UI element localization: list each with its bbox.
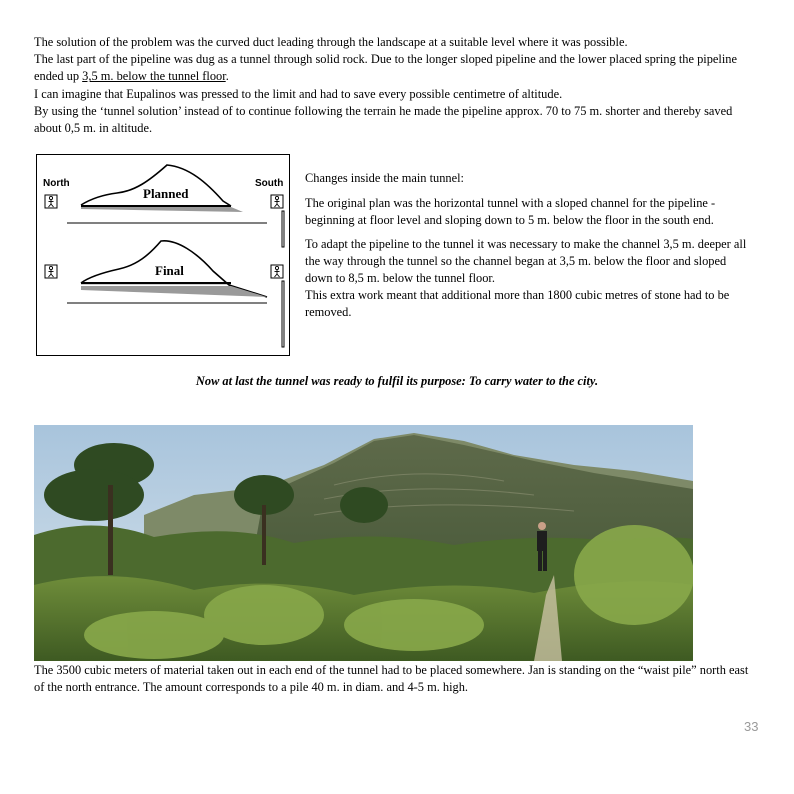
final-tunnel — [81, 282, 231, 284]
intro-line: By using the ‘tunnel solution’ instead of to continue following the terrain he made the pipeline approx. 70 to 75 m. shorter and thereby saved about 0,5 m. in altitude. — [34, 103, 733, 136]
planned-label: Planned — [143, 186, 189, 201]
intro-line-text: spring the pipeline ended up — [34, 52, 738, 84]
south-shaft — [282, 281, 284, 347]
planned-tunnel — [81, 205, 231, 207]
side-paragraph: The original plan was the horizontal tunnel with a sloped channel for the pipeline - beginning at floor level and sloping down to 5 m. below the floor in the south end. — [305, 195, 716, 227]
photo-caption: The 3500 cubic meters of material taken out in each end of the tunnel had to be placed somewhere. Jan is standing on the “waist pile” north east of the north entrance. The amount corresponds to a pile 40 m. in diam. and 4-5 m. high. — [34, 663, 749, 694]
summary-caption: Now at last the tunnel was ready to fulfil its purpose: To carry water to the city. — [195, 374, 599, 388]
side-heading: Changes inside the main tunnel: — [305, 171, 464, 185]
side-text — [305, 170, 753, 328]
planned-channel — [81, 207, 243, 212]
south-label: South — [255, 178, 284, 189]
side-paragraph-text: To adapt the pipeline to the tunnel it was necessary to make the channel 3,5 m. deeper all the way through the tunnel so the channel began at 3,5 m. below the floor and sloped down to 8,5 m. below the tunnel floor. — [305, 237, 747, 285]
intro-line: I can imagine that Eupalinos was pressed to the limit and had to save every possible centimetre of altitude. — [34, 86, 563, 101]
south-shaft — [282, 211, 284, 247]
landscape-photo-illustration — [34, 425, 693, 661]
underlined-text: 3,5 m. below the tunnel floor — [82, 69, 226, 84]
tunnel-diagram-svg — [37, 155, 289, 355]
side-paragraph-text: This extra work meant that additional more than 1800 cubic metres of stone had to be removed. — [305, 287, 730, 319]
page-number: 33 — [744, 719, 759, 734]
final-label: Final — [155, 263, 184, 278]
tunnel-diagram — [36, 154, 290, 356]
landscape-photo — [34, 425, 693, 661]
intro-line — [34, 51, 760, 85]
intro-line: The solution of the problem was the curved duct leading through the landscape at a suitable level where it was possible. — [34, 35, 628, 49]
side-paragraph — [305, 236, 753, 320]
north-label: North — [43, 178, 70, 189]
intro-line-text: The last part of the pipeline was dug as a tunnel through solid rock. Due to the longer sloped pipeline and the lower placed — [34, 52, 642, 67]
intro-line-text: . — [225, 69, 229, 84]
intro-text — [34, 34, 760, 137]
